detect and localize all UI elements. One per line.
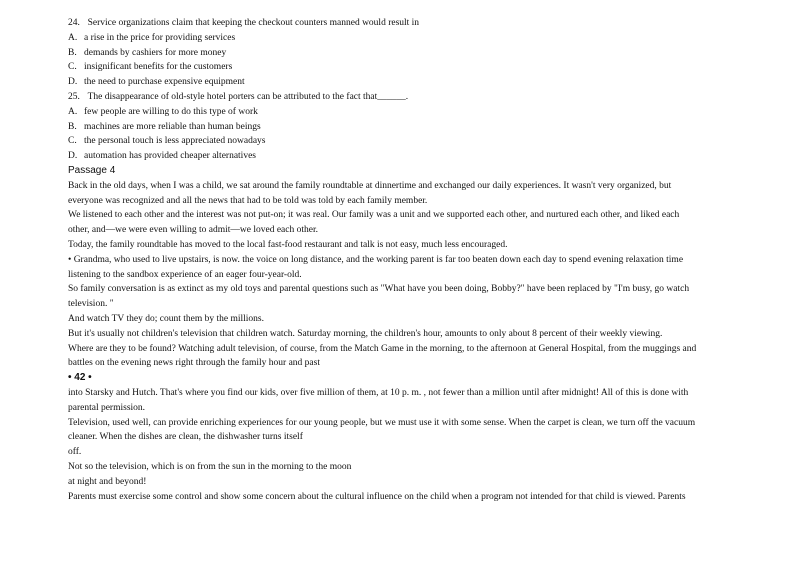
passage-heading: Passage 4 — [68, 164, 116, 176]
question-number: 25. — [68, 91, 80, 102]
passage-line: Today, the family roundtable has moved to the local fast-food restaurant and talk is not easy, much less encouraged. — [68, 239, 508, 250]
question-number: 24. — [68, 18, 80, 28]
passage-line: off. — [68, 447, 82, 458]
option-d: D. automation has provided cheaper alternatives — [68, 151, 256, 162]
page-number: • 42 • — [68, 372, 92, 384]
passage-line: cleaner. When the dishes are clean, the dishwasher turns itself — [68, 432, 303, 443]
option-d: D. the need to purchase expensive equipment — [68, 77, 245, 88]
option-b: B. demands by cashiers for more money — [68, 47, 227, 58]
document-page — [68, 16, 718, 504]
passage-line: at night and beyond! — [68, 476, 147, 487]
passage-line: And watch TV they do; count them by the millions. — [68, 313, 264, 324]
question-stem: 25. The disappearance of old-style hotel porters can be attributed to the fact that______. — [68, 91, 409, 102]
passage-line: everyone was recognized and all the news that had to be told was told by each family member. — [68, 195, 428, 206]
passage-line: into Starsky and Hutch. That's where you find our kids, over five million of them, at 10 p. m. , not fewer than a million until after midnight! All of this is done with — [68, 387, 689, 398]
option-c: C. insignificant benefits for the customers — [68, 62, 233, 73]
passage-line: Television, used well, can provide enriching experiences for our young people, but we must use it with some sense. When the carpet is clean, we turn off the vacuum — [68, 417, 696, 428]
option-c: C. the personal touch is less appreciated nowadays — [68, 136, 266, 147]
passage-line: We listened to each other and the interest was not put-on; it was real. Our family was a unit and we supported each other, and nurtured each other, and liked each — [68, 210, 680, 221]
passage-line: other, and—we were even willing to admit—we loved each other. — [68, 225, 318, 236]
question-stem: 24. Service organizations claim that keeping the checkout counters manned would result in — [68, 18, 420, 28]
passage-line: So family conversation is as extinct as my old toys and parental questions such as "What have you been doing, Bobby?" have been replaced by "I'm busy, go watch — [68, 284, 690, 295]
option-a: A. a rise in the price for providing services — [68, 32, 236, 43]
question-24 — [68, 16, 718, 90]
passage-line: parental permission. — [68, 402, 146, 413]
passage-line: battles on the evening news right through the family hour and past — [68, 358, 320, 369]
option-a: A. few people are willing to do this type of work — [68, 106, 258, 117]
option-b: B. machines are more reliable than human beings — [68, 121, 261, 132]
passage-body — [68, 179, 718, 371]
passage-line: Back in the old days, when I was a child, we sat around the family roundtable at dinnertime and exchanged our daily experiences. It wasn't very organized, but — [68, 180, 672, 191]
passage-line: Parents must exercise some control and show some concern about the cultural influence on the child when a program not intended for that child is viewed. Parents — [68, 491, 686, 502]
passage-line: Not so the television, which is on from the sun in the morning to the moon — [68, 461, 352, 472]
passage-body-continued — [68, 386, 718, 504]
passage-line: Where are they to be found? Watching adult television, of course, from the Match Game in the morning, to the afternoon at General Hospital, from the muggings and — [68, 343, 697, 354]
passage-line: But it's usually not children's television that children watch. Saturday morning, the children's hour, amounts to only about 8 percent of their weekly viewing. — [68, 328, 663, 339]
passage-line: television. " — [68, 299, 114, 310]
question-25 — [68, 90, 718, 164]
passage-line: listening to the sandbox experience of an eager four-year-old. — [68, 269, 302, 280]
passage-line: • Grandma, who used to live upstairs, is now. the voice on long distance, and the working parent is far too beaten down each day to spend evening relaxation time — [68, 254, 684, 265]
